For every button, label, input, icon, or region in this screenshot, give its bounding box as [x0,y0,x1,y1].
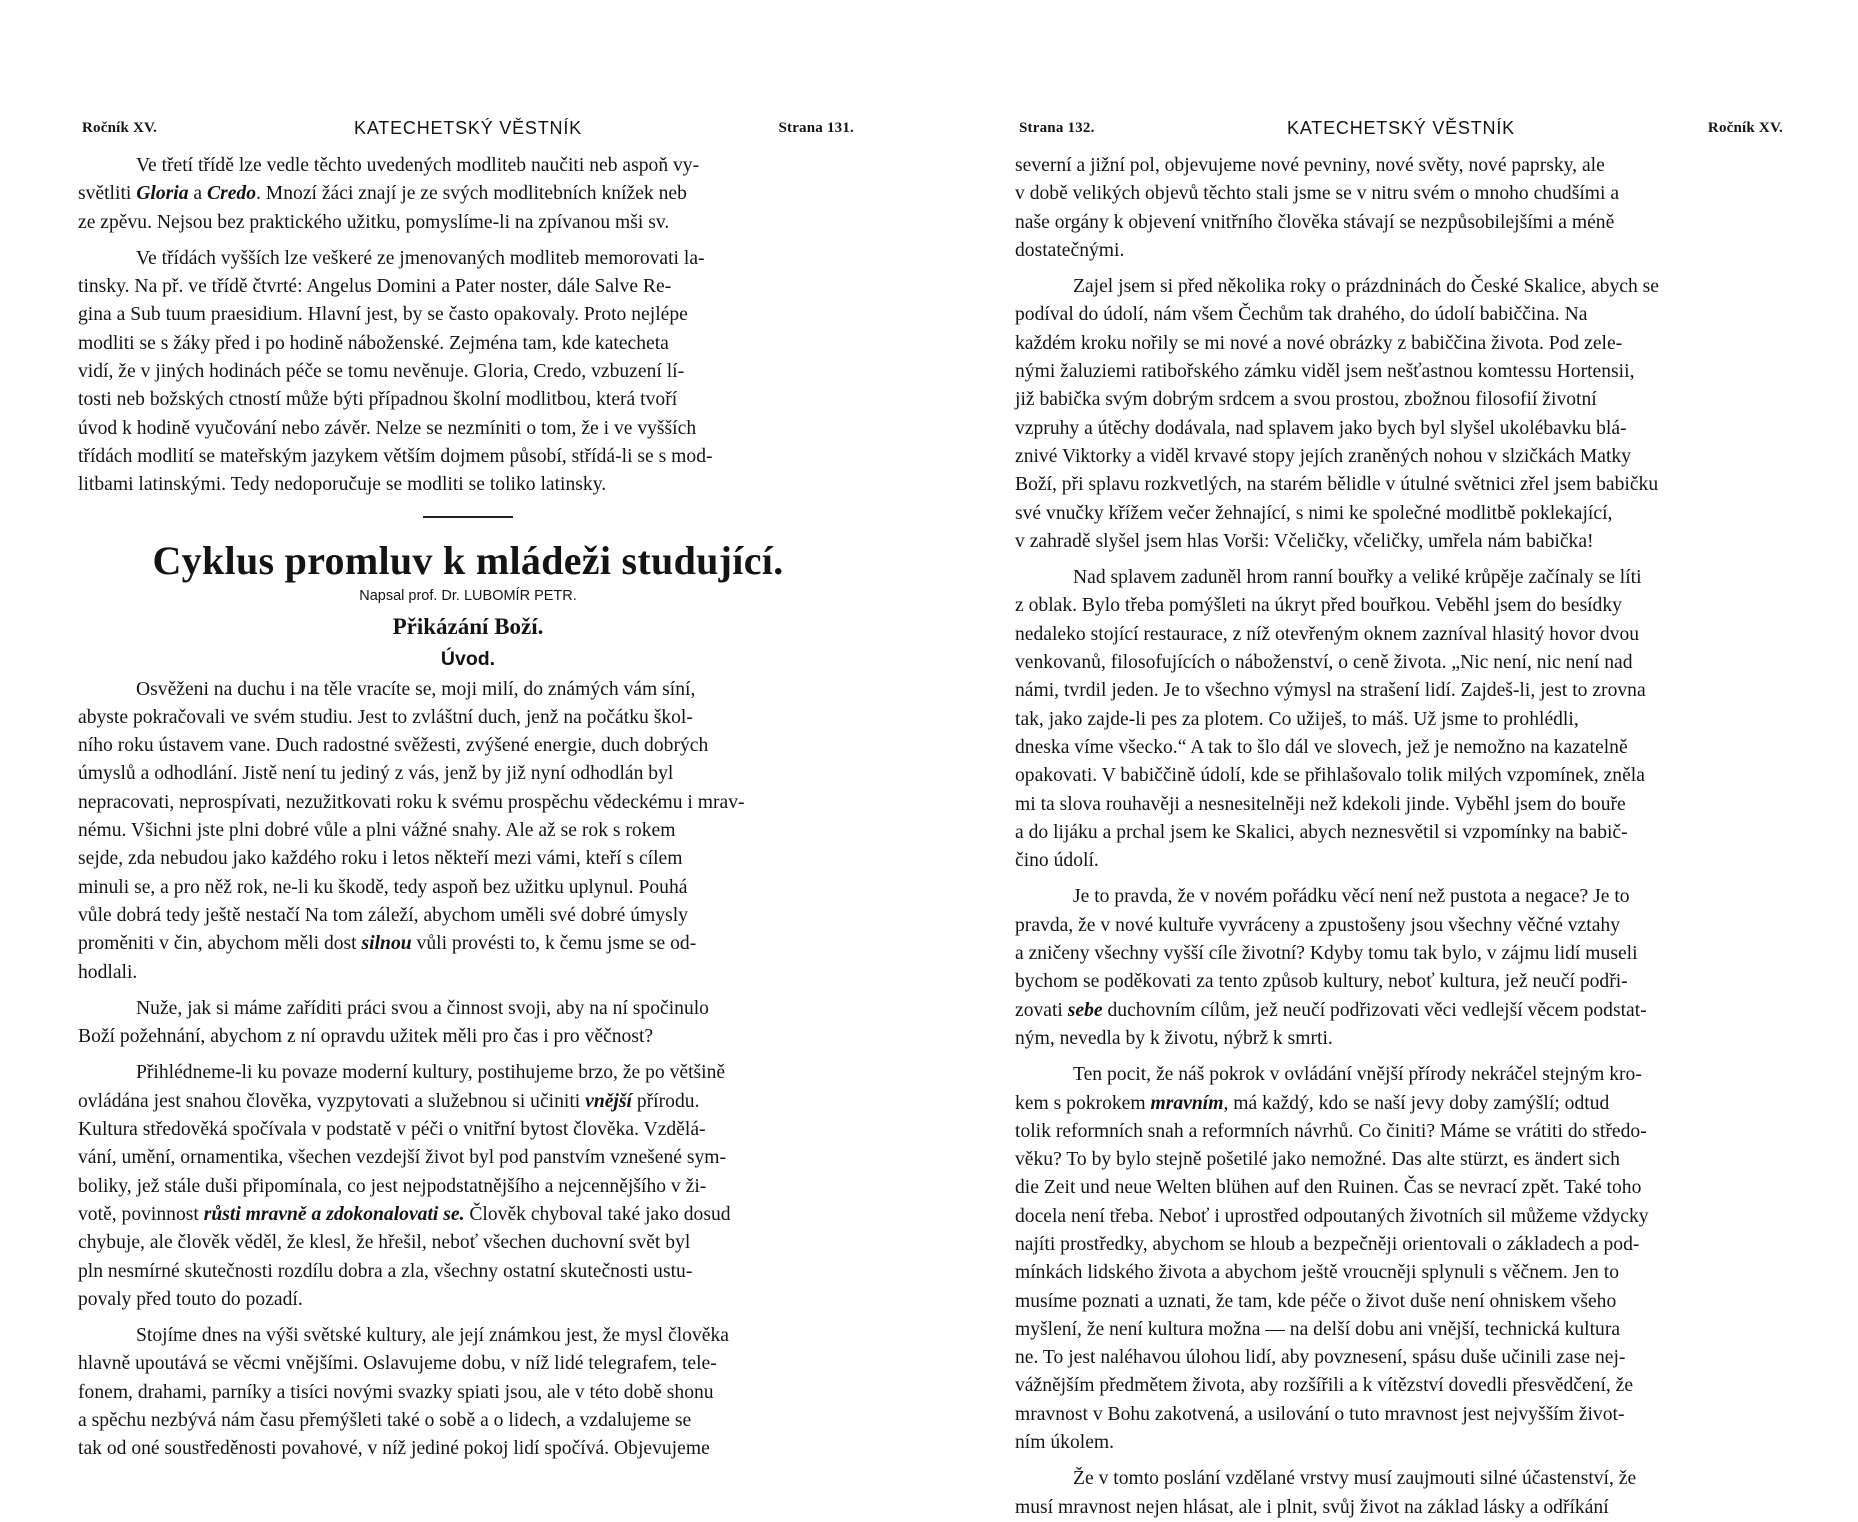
emphasized-text: silnou [361,933,412,955]
emphasized-text: Gloria [136,183,189,205]
section-heading: Úvod. [440,647,496,670]
paragraph-gap [1015,265,1787,273]
paragraph: Ten pocit, že náš pokrok v ovládání vnější přírody nekráčel stejným kro- kem s pokrokem mravním, má každý, kdo se naší jevy doby zamýšlí; odtud tolik reformních snah a reformních návrhů. Co činiti? Máme se vrátiti do středo- věku? To by bylo stejně pošetilé jako nemožné. Das alte stürzt, es ändert sich die Zeit und neue Welten blühen auf den Ruinen. Čas se nevrací zpět. Také toho docela není třeba. Neboť i uprostřed odpoutaných životních sil můžeme vždycky najíti prostředky, abychom se hloub a bezpečněji orientovali o základech a pod- mínkách lidského života a abychom ještě vroucněji splynuli s věčnem. Jen to musíme poznati a uznati, že tam, kde péče o život duše není ohniskem všeho myšlení, že není kultura možna — na delší dobu ani vnější, technická kultura ne. To jest naléhavou úlohou lidí, aby povznesení, spásu duše učinili zase nej- vážnějším předmětem života, aby rozšířili a k vítězství dovedli přesvědčení, že mravnost v Bohu zakotvená, a usilování o tuto mravnost jest nejvyšším život- ním úkolem. [1015,1064,1649,1454]
section-divider [423,516,513,518]
emphasized-text: vnější [585,1090,632,1112]
emphasized-text: Credo [207,183,256,205]
intro-text [78,152,858,500]
paragraph: Osvěženi na duchu i na těle vracíte se, moji milí, do známých vám síní, abyste pokračovali ve svém studiu. Jest to zvláštní duch, jenž na počátku škol- ního roku ústavem vane. Duch radostné svěžesti, zvýšené energie, duch dobrých úmyslů a odhodlání. Jistě není tu jediný z vás, jenž by již nyní odhodlán byl nepracovati, neprospívati, nezužitkovati roku k svému prospěchu vědeckému i mrav- nému. Všichni jste plni dobré vůle a plni vážné snahy. Ale až se rok s rokem sejde, zda nebudou jako každého roku i letos někteří mezi vámi, kteří s cílem minuli se, a pro něž rok, ne-li ku škodě, tedy aspoň bez užitku uplynul. Pouhá vůle dobrá tedy ještě nestačí Na tom záleží, abychom uměli své dobré úmysly proměniti v čin, abychom měli dost silnou vůli provésti to, k čemu jsme se od- hodlali. [78,678,745,983]
journal-title: KATECHETSKÝ VĚSTNÍK [354,118,582,138]
article-body [78,676,858,1464]
emphasized-text: mravním [1150,1092,1224,1114]
paragraph: Je to pravda, že v novém pořádku věcí není než pustota a negace? Je to pravda, že v nové kultuře vyvráceny a zpustošeny jsou všechny věčné vztahy a zničeny všechny vyšší cíle životní? Kdyby tomu tak bylo, v zájmu lidí museli bychom se poděkovati za tento způsob kultury, neboť kultura, jež neučí podři- zovati sebe duchovním cílům, jež neučí podřizovati věci vedlejší věcem podstat- ným, nevedla by k životu, nýbrž k smrti. [1015,886,1647,1049]
article-body-continued [1015,152,1787,1522]
paragraph-gap [1015,556,1787,564]
left-page [78,100,858,1464]
left-running-head [78,100,858,136]
paragraph: severní a jižní pol, objevujeme nové pevniny, nové světy, nové paprsky, ale v době velikých objevů těchto stali jsme se v nitru svém o mnoho chudšími a naše orgány k objevení vnitřního člověka stávají se nezpůsobilejšími a méně dostatečnými. [1015,155,1620,261]
emphasized-text: sebe [1067,999,1103,1021]
emphasized-text: růsti mravně a zdokonalovati se. [203,1203,465,1225]
paragraph: Nad splavem zaduněl hrom ranní bouřky a veliké krůpěje začínaly se líti z oblak. Bylo třeba pomýšleti na úkryt před bouřkou. Veběhl jsem do besídky nedaleko stojící restaurace, z níž otevřeným oknem zazníval hlasitý hovor dvou venkovanů, filosofujících o náboženství, o ceně života. „Nic není, nic není nad námi, tvrdil jeden. Je to všechno výmysl na strašení lidí. Zajdeš-li, jest to zrovna tak, jako zajde-li pes za plotem. Co užiješ, to máš. Už jsme to prohlédli, dneska víme všecko.“ A tak to šlo dál ve slovech, jež je nemožno na kazatelně opakovati. V babiččině údolí, kde se přihlašovalo tolik milých vzpomínek, zněla mi ta slova rouhavěji a nesnesitelněji než kdekoli jinde. Vyběhl jsem do bouře a do lijáku a prchal jsem ke Skalici, abych neznesvětil si vzpomínky na babič- čino údolí. [1015,567,1646,872]
page-number: Strana 132. [1019,120,1095,136]
paragraph: Ve třetí třídě lze vedle těchto uvedených modliteb naučiti neb aspoň vy- světliti Gloria a Credo. Mnozí žáci znají je ze svých modlitebních knížek neb ze zpěvu. Nejsou bez praktického užitku, pomyslíme-li na zpívanou mši sv. [78,155,700,233]
paragraph-gap [78,987,858,995]
paragraph-gap [1015,875,1787,883]
paragraph: Zajel jsem si před několika roky o prázdninách do České Skalice, abych se podíval do údolí, nám všem Čechům tak drahého, do údolí babiččina. Na každém kroku nořily se mi nové a nové obrázky z babiččina života. Pod zele- nými žaluziemi ratibořského zámku viděl jsem nešťastnou komtessu Hortensii, již babička svým dobrým srdcem a svou prostou, zbožnou filosofií životní vzpruhy a útěchy dodávala, nad splavem jako bych byl slyšel ukolébavku blá- znivé Viktorky a viděl krvavé stopy jejích zraněných nohou v slzičkách Matky Boží, při splavu rozkvetlých, na starém bělidle v útulné světnici zřel jsem babičku své vnučky křížem večer žehnající, s nimi ke společné modlitbě poklekající, v zahradě slyšel jsem hlas Vorši: Včeličky, včeličky, umřela nám babička! [1015,276,1659,552]
paragraph: Nuže, jak si máme zaříditi práci svou a činnost svoji, aby na ní spočinulo Boží požehnání, abychom z ní opravdu užitek měli pro čas i pro věčnost? [78,997,709,1048]
paragraph: Přihlédneme-li ku povaze moderní kultury, postihujeme brzo, že po většině ovládána jest snahou člověka, vyzpytovati a služebnou si učiniti vnější přírodu. Kultura středověká spočívala v podstatě v péči o vnitřní bytost člověka. Vzdělá- vání, umění, ornamentika, všechen vezdejší život byl pod panstvím vznešené sym- boliky, jež stále duši připomínala, co jest nejpodstatnějšího a nejcennějšího v ži- votě, povinnost růsti mravně a zdokonalovati se. Člověk chyboval také jako dosud chybuje, ale člověk věděl, že klesl, že hřešil, neboť všechen duchovní svět byl pln nesmírné skutečnosti rozdílu dobra a zla, všechny ostatní skutečnosti ustu- povaly před touto do pozadí. [78,1062,731,1310]
right-page [1015,100,1787,1522]
paragraph-gap [78,1051,858,1059]
paragraph: Stojíme dnes na výši světské kultury, ale její známkou jest, že mysl člověka hlavně upoutává se věcmi vnějšími. Oslavujeme dobu, v níž lidé telegrafem, tele- fonem, drahami, parníky a tisíci novými svazky spiati jsou, ale v této době shonu a spěchu nezbývá nám času přemýšleti také o sobě a o lidech, a vzdalujeme se tak od oné soustředěnosti povahové, v níž jediné pokoj lidí spočívá. Objevujeme [78,1325,729,1460]
paragraph: Ve třídách vyšších lze veškeré ze jmenovaných modliteb memorovati la- tinsky. Na př. ve třídě čtvrté: Angelus Domini a Pater noster, dále Salve Re- gina a Sub tuum praesidium. Hlavní jest, by se často opakovaly. Proto nejlépe modliti se s žáky před i po hodině náboženské. Zejména tam, kde katecheta vidí, že v jiných hodinách péče se tomu nevěnuje. Gloria, Credo, vzbuzení lí- tosti neb božských ctností může býti případnou školní modlitbou, která tvoří úvod k hodině vyučování nebo závěr. Nelze se nezmíniti o tom, že i ve vyšších třídách modlití se mateřským jazykem větším dojmem působí, střídá-li se s mod- litbami latinskými. Tedy nedoporučuje se modliti se toliko latinsky. [78,247,713,496]
page-number: Strana 131. [778,120,854,136]
journal-title: KATECHETSKÝ VĚSTNÍK [1287,118,1515,138]
paragraph: Že v tomto poslání vzdělané vrstvy musí zaujmouti silné účastenství, že musí mravnost nejen hlásat, ale i plnit, svůj život na základ lásky a odříkání [1015,1468,1637,1518]
article-subtitle: Přikázání Boží. [392,613,544,639]
volume-label: Ročník XV. [82,120,158,136]
paragraph-gap [1015,1457,1787,1465]
article-byline: Napsal prof. Dr. LUBOMÍR PETR. [359,587,577,604]
paragraph-gap [78,237,858,245]
paragraph-gap [1015,1053,1787,1061]
volume-label: Ročník XV. [1707,120,1783,136]
paragraph-gap [78,1314,858,1322]
article-title: Cyklus promluv k mládeži studující. [152,537,784,583]
right-running-head [1015,100,1787,136]
